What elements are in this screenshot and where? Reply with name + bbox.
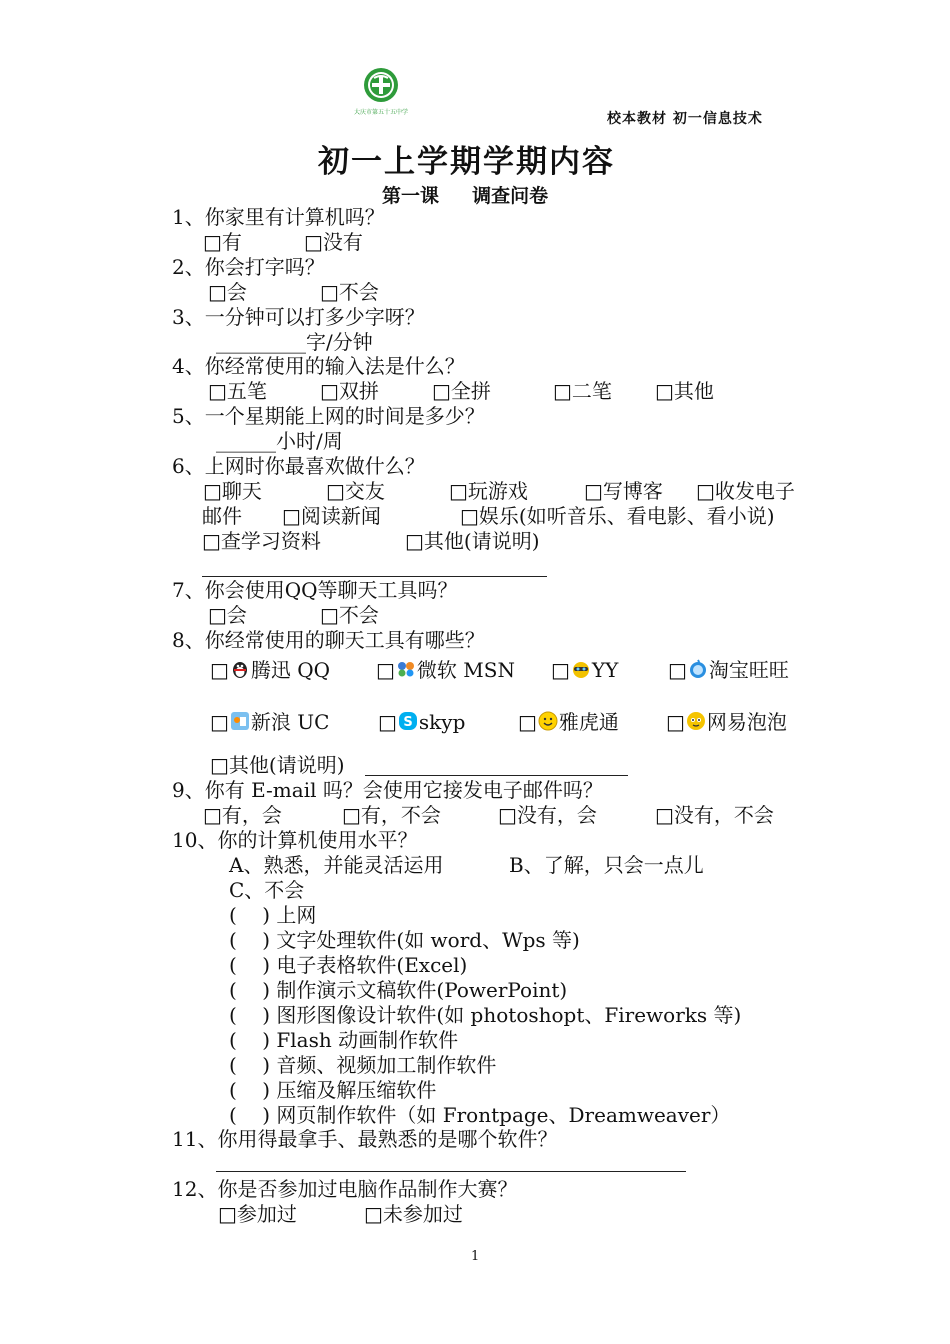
q9-option-yes-can[interactable]: □有，会: [203, 803, 282, 827]
popo-icon: [686, 711, 706, 731]
q8-option-skype[interactable]: □ S skyp: [378, 710, 466, 734]
q10-item-compression[interactable]: ( ) 压缩及解压缩软件: [229, 1078, 437, 1102]
question-4: 4、你经常使用的输入法是什么？: [172, 354, 465, 378]
skype-icon: [398, 711, 418, 731]
question-6: 6、上网时你最喜欢做什么？: [172, 454, 425, 478]
q1-option-no[interactable]: □没有: [304, 230, 363, 254]
q8-option-wangwang[interactable]: □ 淘宝旺旺: [668, 658, 789, 682]
question-11: 11、你用得最拿手、最熟悉的是哪个软件？: [172, 1127, 558, 1151]
q4-option-shuangpin[interactable]: □双拼: [320, 379, 379, 403]
q6-option-chat[interactable]: □聊天: [203, 479, 262, 503]
q8-option-other[interactable]: □其他(请说明): [210, 753, 345, 777]
q7-option-yes[interactable]: □会: [208, 603, 247, 627]
question-5: 5、一个星期能上网的时间是多少？: [172, 404, 485, 428]
question-8: 8、你经常使用的聊天工具有哪些？: [172, 628, 485, 652]
q4-option-other[interactable]: □其他: [655, 379, 714, 403]
q1-option-yes[interactable]: □有: [203, 230, 242, 254]
q6-option-friends[interactable]: □交友: [326, 479, 385, 503]
page-title: 初一上学期学期内容: [318, 144, 615, 180]
q11-answer-line[interactable]: [216, 1171, 686, 1172]
school-name: 大庆市第五十五中学: [354, 109, 409, 116]
page-number: 1: [471, 1249, 480, 1264]
q4-option-erbi[interactable]: □二笔: [553, 379, 612, 403]
q6-option-news[interactable]: □阅读新闻: [282, 504, 381, 528]
q10-choice-c: C、不会: [229, 878, 305, 902]
smiley-icon: [538, 711, 558, 731]
question-2: 2、你会打字吗？: [172, 255, 325, 279]
question-3: 3、一分钟可以打多少字呀？: [172, 305, 425, 329]
q10-item-graphics[interactable]: ( ) 图形图像设计软件(如 photoshopt、Fireworks 等): [229, 1003, 742, 1027]
q4-option-quanpin[interactable]: □全拼: [432, 379, 491, 403]
q7-option-no[interactable]: □不会: [320, 603, 379, 627]
school-logo: [354, 66, 409, 124]
q8-option-sina-uc[interactable]: □ 新浪 UC: [210, 710, 330, 734]
question-9: 9、你有 E-mail 吗？会使用它接发电子邮件吗？: [172, 778, 603, 802]
q6-option-email[interactable]: □收发电子: [696, 479, 795, 503]
q8-option-yahoo[interactable]: □ 雅虎通: [518, 710, 619, 734]
q6-option-email-cont: 邮件: [202, 504, 242, 528]
wangwang-icon: [688, 659, 708, 679]
question-1: 1、你家里有计算机吗？: [172, 205, 385, 229]
q10-item-presentation[interactable]: ( ) 制作演示文稿软件(PowerPoint): [229, 978, 568, 1002]
q10-item-internet[interactable]: ( ) 上网: [229, 903, 317, 927]
q9-option-no-cannot[interactable]: □没有，不会: [655, 803, 774, 827]
q8-option-qq[interactable]: □ 腾迅 QQ: [210, 658, 331, 682]
question-10: 10、你的计算机使用水平？: [172, 828, 418, 852]
q10-item-audio-video[interactable]: ( ) 音频、视频加工制作软件: [229, 1053, 497, 1077]
q8-option-msn[interactable]: □ 微软 MSN: [376, 658, 515, 682]
yy-mascot-icon: [571, 659, 591, 679]
q10-item-word-processing[interactable]: ( ) 文字处理软件(如 word、Wps 等): [229, 928, 580, 952]
q10-choice-b: B、了解，只会一点儿: [509, 853, 704, 877]
q2-option-no[interactable]: □不会: [320, 280, 379, 304]
q9-option-no-can[interactable]: □没有，会: [498, 803, 597, 827]
q3-answer-blank[interactable]: _________字/分钟: [216, 330, 373, 354]
lesson-subtitle: 第一课 调查问卷: [382, 185, 549, 207]
qq-penguin-icon: [230, 659, 250, 679]
svg-text:S: S: [403, 715, 413, 730]
q4-option-wubi[interactable]: □五笔: [208, 379, 267, 403]
q6-option-blog[interactable]: □写博客: [584, 479, 663, 503]
q10-item-web-design[interactable]: ( ) 网页制作软件（如 Frontpage、Dreamweaver）: [229, 1103, 731, 1127]
q10-item-flash[interactable]: ( ) Flash 动画制作软件: [229, 1028, 459, 1052]
q6-option-entertainment[interactable]: □娱乐(如听音乐、看电影、看小说): [460, 504, 775, 528]
q10-choice-a: A、熟悉，并能灵活运用: [229, 853, 444, 877]
sina-uc-icon: [230, 711, 250, 731]
q12-option-not-participated[interactable]: □未参加过: [364, 1202, 463, 1226]
q8-other-answer-line[interactable]: [365, 775, 628, 776]
header-note: 校本教材 初一信息技术: [607, 111, 763, 127]
q6-option-other[interactable]: □其他(请说明): [405, 529, 540, 553]
q12-option-participated[interactable]: □参加过: [218, 1202, 297, 1226]
q6-option-study[interactable]: □查学习资料: [202, 529, 321, 553]
q6-option-games[interactable]: □玩游戏: [449, 479, 528, 503]
q9-option-yes-cannot[interactable]: □有，不会: [342, 803, 441, 827]
q8-option-popo[interactable]: □ 网易泡泡: [666, 710, 787, 734]
q5-answer-blank[interactable]: ______小时/周: [216, 429, 343, 453]
q8-option-yy[interactable]: □ YY: [551, 658, 619, 682]
msn-butterfly-icon: [396, 659, 416, 679]
q2-option-yes[interactable]: □会: [208, 280, 247, 304]
q6-answer-line[interactable]: [202, 576, 547, 577]
q10-item-spreadsheet[interactable]: ( ) 电子表格软件(Excel): [229, 953, 468, 977]
question-7: 7、你会使用QQ等聊天工具吗？: [172, 578, 458, 602]
question-12: 12、你是否参加过电脑作品制作大赛？: [172, 1177, 518, 1201]
